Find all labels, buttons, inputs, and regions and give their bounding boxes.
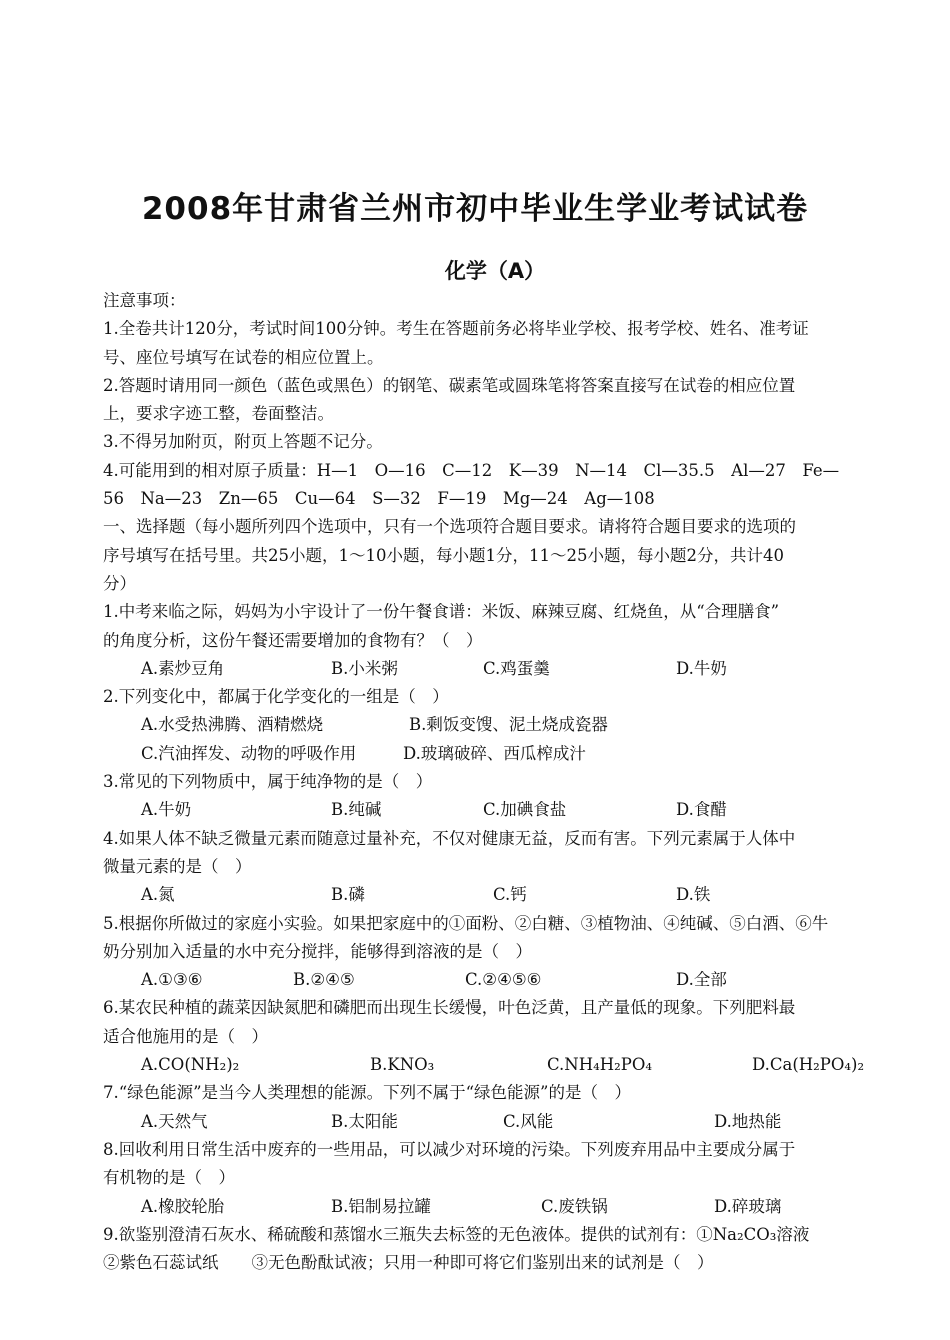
question-text: 2.下列变化中，都属于化学变化的一组是（ ） bbox=[103, 687, 449, 707]
exam-subtitle: 化学（A） bbox=[444, 259, 546, 283]
option-b: B.KNO₃ bbox=[370, 1055, 435, 1075]
section-instruction: 序号填写在括号里。共25小题，1～10小题，每小题1分，11～25小题，每小题2分，共计40 bbox=[103, 545, 784, 565]
options-row bbox=[103, 711, 903, 739]
section-instruction: 分） bbox=[103, 573, 136, 593]
question-text: 的角度分析，这份午餐还需要增加的食物有？（ ） bbox=[103, 630, 483, 650]
question-text: 8.回收利用日常生活中废弃的一些用品，可以减少对环境的污染。下列废弃用品中主要成分属于 bbox=[103, 1139, 796, 1159]
note-line: 1.全卷共计120分，考试时间100分钟。考生在答题前务必将毕业学校、报考学校、姓名、准考证 bbox=[103, 319, 809, 339]
question-text: 有机物的是（ ） bbox=[103, 1168, 235, 1188]
option-d: D.全部 bbox=[676, 970, 727, 990]
option-b: B.磷 bbox=[331, 885, 365, 905]
options-row bbox=[103, 1051, 903, 1079]
exam-title: 2008年甘肃省兰州市初中毕业生学业考试试卷 bbox=[141, 191, 809, 227]
option-a: A.氮 bbox=[141, 885, 175, 905]
question-text: 奶分别加入适量的水中充分搅拌，能够得到溶液的是（ ） bbox=[103, 941, 532, 961]
option-c: C.②④⑤⑥ bbox=[465, 970, 542, 990]
option-c: C.鸡蛋羹 bbox=[483, 658, 550, 678]
question-text: 6.某农民种植的蔬菜因缺氮肥和磷肥而出现生长缓慢，叶色泛黄，且产量低的现象。下列肥料最 bbox=[103, 998, 796, 1018]
option-b: B.太阳能 bbox=[331, 1111, 398, 1131]
option-a: A.①③⑥ bbox=[141, 970, 203, 990]
option-b: B.②④⑤ bbox=[293, 970, 355, 990]
option-a: A.素炒豆角 bbox=[141, 658, 225, 678]
question-text: 适合他施用的是（ ） bbox=[103, 1026, 268, 1046]
question-text: 4.如果人体不缺乏微量元素而随意过量补充，不仅对健康无益，反而有害。下列元素属于人体中 bbox=[103, 828, 796, 848]
question-text: 5.根据你所做过的家庭小实验。如果把家庭中的①面粉、②白糖、③植物油、④纯碱、⑤白酒、⑥牛 bbox=[103, 913, 829, 933]
note-line: 上，要求字迹工整，卷面整洁。 bbox=[103, 404, 334, 424]
question-text: 1.中考来临之际，妈妈为小宇设计了一份午餐食谱：米饭、麻辣豆腐、红烧鱼，从“合理膳食” bbox=[103, 602, 780, 622]
option-d: D.Ca(H₂PO₄)₂ bbox=[752, 1055, 865, 1075]
option-c: C.废铁锅 bbox=[541, 1196, 608, 1216]
note-line: 4.可能用到的相对原子质量：H—1 O—16 C—12 K—39 N—14 Cl—35.5 Al—27 Fe— bbox=[103, 460, 840, 480]
notes-heading: 注意事项： bbox=[103, 291, 186, 310]
question-text: 微量元素的是（ ） bbox=[103, 856, 252, 876]
option-d: D.地热能 bbox=[714, 1111, 782, 1131]
options-row bbox=[103, 881, 903, 909]
option-d: D.玻璃破碎、西瓜榨成汁 bbox=[403, 743, 586, 763]
option-c: C.钙 bbox=[493, 885, 527, 905]
options-row bbox=[103, 740, 903, 768]
option-d: D.碎玻璃 bbox=[714, 1196, 782, 1216]
option-c: C.汽油挥发、动物的呼吸作用 bbox=[141, 743, 357, 763]
question-text: 9.欲鉴别澄清石灰水、稀硫酸和蒸馏水三瓶失去标签的无色液体。提供的试剂有：①Na₂CO₃溶液 bbox=[103, 1224, 810, 1244]
option-b: B.铝制易拉罐 bbox=[331, 1196, 431, 1216]
section-instruction: 一、选择题（每小题所列四个选项中，只有一个选项符合题目要求。请将符合题目要求的选项的 bbox=[103, 517, 796, 537]
option-b: B.纯碱 bbox=[331, 800, 382, 820]
option-c: C.NH₄H₂PO₄ bbox=[547, 1055, 652, 1075]
option-b: B.小米粥 bbox=[331, 658, 398, 678]
option-d: D.铁 bbox=[676, 885, 711, 905]
note-line: 3.不得另加附页，附页上答题不记分。 bbox=[103, 432, 383, 452]
question-text: 3.常见的下列物质中，属于纯净物的是（ ） bbox=[103, 772, 433, 792]
option-b: B.剩饭变馊、泥土烧成瓷器 bbox=[409, 715, 608, 735]
note-line: 2.答题时请用同一颜色（蓝色或黑色）的钢笔、碳素笔或圆珠笔将答案直接写在试卷的相应位置 bbox=[103, 375, 796, 395]
options-row bbox=[103, 655, 903, 683]
option-c: C.风能 bbox=[503, 1111, 554, 1131]
option-d: D.食醋 bbox=[676, 800, 727, 820]
options-row bbox=[103, 1193, 903, 1221]
option-d: D.牛奶 bbox=[676, 658, 727, 678]
option-a: A.橡胶轮胎 bbox=[141, 1196, 225, 1216]
question-text: ②紫色石蕊试纸 ③无色酚酞试液；只用一种即可将它们鉴别出来的试剂是（ ） bbox=[103, 1253, 714, 1273]
options-row bbox=[103, 966, 903, 994]
exam-body bbox=[103, 287, 903, 1277]
question-text: 7.“绿色能源”是当今人类理想的能源。下列不属于“绿色能源”的是（ ） bbox=[103, 1083, 631, 1103]
options-row bbox=[103, 796, 903, 824]
note-line: 号、座位号填写在试卷的相应位置上。 bbox=[103, 347, 384, 367]
option-a: A.牛奶 bbox=[141, 800, 192, 820]
option-a: A.水受热沸腾、酒精燃烧 bbox=[141, 715, 324, 735]
note-line: 56 Na—23 Zn—65 Cu—64 S—32 F—19 Mg—24 Ag—108 bbox=[103, 489, 655, 509]
options-row bbox=[103, 1108, 903, 1136]
option-a: A.CO(NH₂)₂ bbox=[141, 1055, 240, 1075]
option-c: C.加碘食盐 bbox=[483, 800, 567, 820]
option-a: A.天然气 bbox=[141, 1111, 208, 1131]
